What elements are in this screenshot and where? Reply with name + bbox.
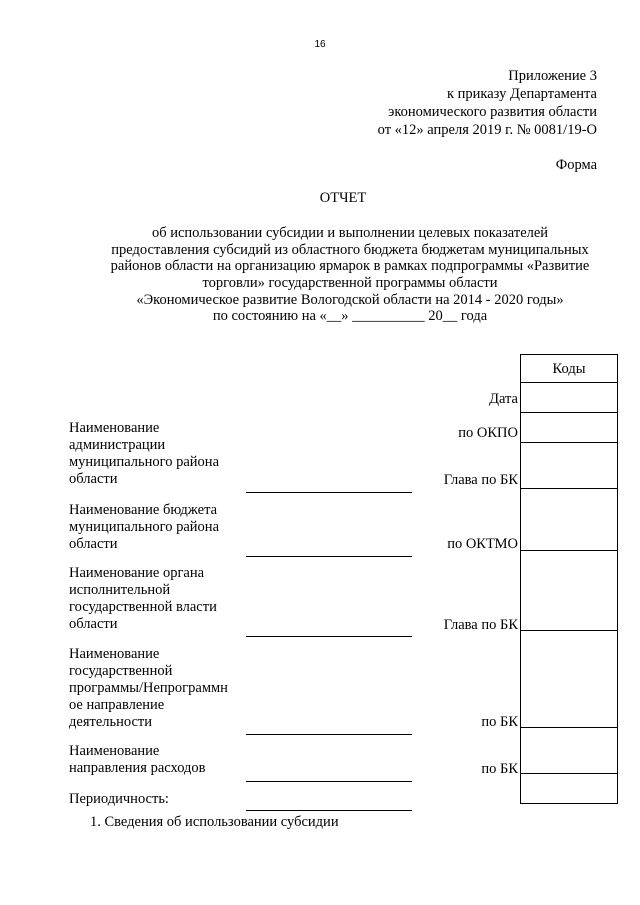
codes-header-cell [521, 355, 618, 383]
codes-table [520, 354, 618, 804]
code-cell-bk-2[interactable] [521, 728, 618, 774]
field-label-line: администрации [69, 437, 166, 453]
field-label-program [69, 646, 251, 731]
code-cell-periodicity[interactable] [521, 774, 618, 804]
field-label-line: муниципального района [69, 454, 219, 470]
fill-line-admin[interactable] [246, 492, 412, 493]
subtitle-line: «Экономическое развитие Вологодской области на 2014 - 2020 годы» [136, 291, 564, 308]
code-cell-glava-bk-2[interactable] [521, 551, 618, 631]
appendix-line: к приказу Департамента [446, 86, 597, 102]
field-label-line: Наименование [69, 646, 160, 662]
field-label-line: программы/Непрограммн [69, 680, 228, 696]
field-label-budget [69, 502, 251, 553]
field-label-line: ое направление [69, 697, 165, 713]
field-label-line: Наименование органа [69, 565, 205, 581]
field-label-line: исполнительной [69, 582, 171, 598]
document-subtitle [60, 225, 640, 325]
code-label-glava-bk: Глава по БК [443, 472, 518, 488]
code-cell-bk-1[interactable] [521, 631, 618, 728]
field-label-expense-direction [69, 743, 251, 777]
fill-line-expense-direction[interactable] [246, 781, 412, 782]
code-label-glava-bk: Глава по БК [443, 617, 518, 633]
appendix-block [378, 68, 597, 140]
fill-line-budget[interactable] [246, 556, 412, 557]
field-label-line: области [69, 536, 118, 552]
field-label-line: Наименование [69, 420, 160, 436]
code-label-okpo: по ОКПО [458, 425, 518, 441]
field-label-line: государственной [69, 663, 173, 679]
fill-line-periodicity[interactable] [246, 810, 412, 811]
field-label-line: направления расходов [69, 760, 206, 776]
code-cell-oktmo[interactable] [521, 489, 618, 551]
code-cell-date[interactable] [521, 383, 618, 413]
document-title: ОТЧЕТ [319, 190, 367, 206]
subtitle-line: торговли» государственной программы области [202, 275, 498, 292]
field-label-line: деятельности [69, 714, 153, 730]
code-label-date: Дата [489, 391, 518, 407]
subtitle-line: по состоянию на «__» __________ 20__ года [212, 308, 488, 325]
code-label-bk: по БК [481, 761, 518, 777]
page-number: 16 [314, 39, 326, 50]
field-label-periodicity: Периодичность: [69, 791, 169, 807]
field-label-line: Наименование бюджета [69, 502, 218, 518]
field-label-line: муниципального района [69, 519, 219, 535]
field-label-line: государственной власти [69, 599, 217, 615]
form-label: Форма [555, 157, 597, 173]
field-label-line: области [69, 471, 118, 487]
field-label-line: области [69, 616, 118, 632]
section-heading: 1. Сведения об использовании субсидии [90, 814, 339, 830]
code-cell-glava-bk-1[interactable] [521, 443, 618, 489]
subtitle-line: районов области на организацию ярмарок в рамках подпрограммы «Развитие [110, 258, 590, 275]
appendix-line: экономического развития области [388, 104, 597, 120]
fill-line-program[interactable] [246, 734, 412, 735]
fill-line-organ[interactable] [246, 636, 412, 637]
appendix-line: от «12» апреля 2019 г. № 0081/19-О [377, 122, 597, 138]
field-label-organ [69, 565, 251, 633]
subtitle-line: об использовании субсидии и выполнении целевых показателей [151, 225, 549, 241]
code-cell-okpo[interactable] [521, 413, 618, 443]
field-label-line: Наименование [69, 743, 160, 759]
code-label-bk: по БК [481, 714, 518, 730]
code-label-oktmo: по ОКТМО [447, 536, 518, 552]
subtitle-line: предоставления субсидий из областного бюджета бюджетам муниципальных [111, 241, 589, 258]
field-label-admin [69, 420, 251, 488]
codes-header: Коды [552, 360, 586, 377]
appendix-line: Приложение 3 [508, 68, 597, 84]
